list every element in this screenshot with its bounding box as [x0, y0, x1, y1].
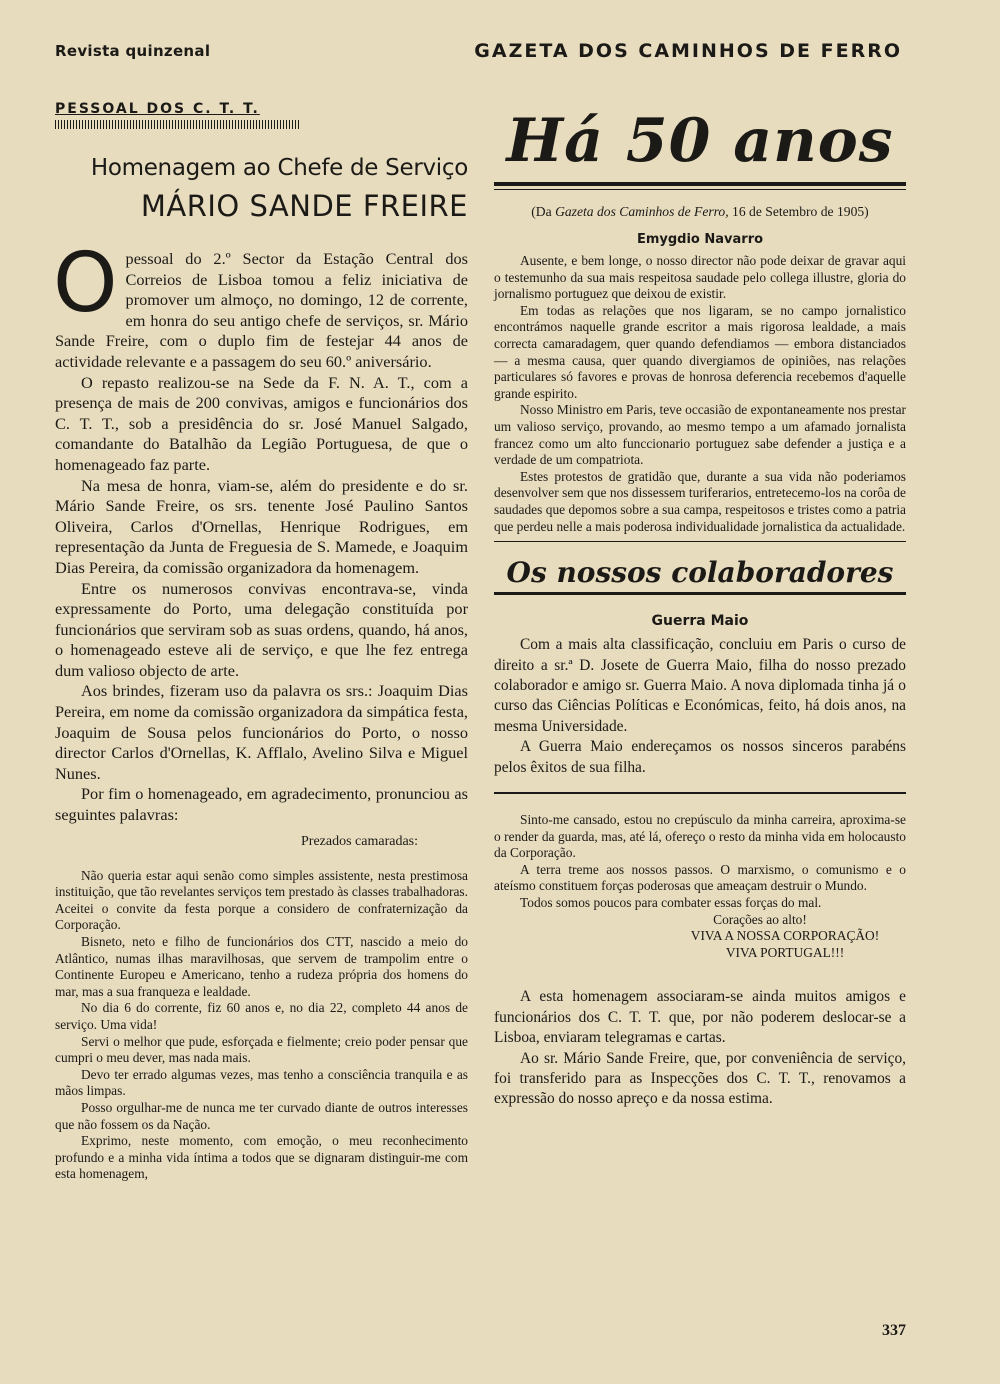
dropcap: O	[53, 236, 118, 331]
speech-paragraph: Não queria estar aqui senão como simples assistente, nesta prestimosa instituição, que tão revelantes serviços tem prestado às classes trabalhadoras. Aceitei o convite da festa porque a considero de confraternização da Corporação.	[55, 867, 468, 933]
right-column	[494, 100, 906, 1110]
title-rule-thin	[494, 189, 906, 190]
speech-salutation: Prezados camaradas:	[301, 833, 418, 849]
header-left: Revista quinzenal	[55, 42, 211, 60]
speech-paragraph: Sinto-me cansado, estou no crepúsculo da minha carreira, aproxima-se o render da guarda, mas, até lá, ofereço o resto da minha vida em holocausto da Corporação.	[494, 811, 906, 861]
speech-paragraph: No dia 6 do corrente, fiz 60 anos e, no dia 22, completo 44 anos de serviço. Uma vida!	[55, 1000, 468, 1032]
left-column	[55, 100, 468, 1183]
paragraph: Aos brindes, fizeram uso da palavra os srs.: Joaquim Dias Pereira, em nome da comissão organizadora da simpática festa, Joaquim de Sousa pelos funcionários do Porto, o nosso director Carlos d'Ornellas, K. Afflalo, Avelino Silva e Miguel Nunes.	[55, 681, 468, 783]
paragraph: Em todas as relações que nos ligaram, se no campo jornalistico encontrámos naquelle grande escritor a mais rigorosa lealdade, a mais correcta camaradagem, quer quando defendiamos — embora distanciados — a mesma causa, quer quando divergiamos de opiniões, nas relações particulares só favores e provas de honrosa deferencia recebemos d'aquelle grande espirito.	[494, 302, 906, 401]
paragraph: Opessoal do 2.º Sector da Estação Central dos Correios de Lisboa tomou a feliz iniciativa de promover um almoço, no domingo, 12 de corrente, em honra do seu antigo chefe de serviços, sr. Mário Sande Freire, com o duplo fim de festejar 44 anos de actividade relevante e a passagem do seu 60.º aniversário.	[53, 236, 468, 371]
article-body	[53, 236, 468, 826]
source-line: (Da Gazeta dos Caminhos de Ferro, 16 de Setembro de 1905)	[531, 204, 869, 219]
header-right: GAZETA DOS CAMINHOS DE FERRO	[474, 40, 902, 62]
paragraph: Na mesa de honra, viam-se, além do presidente e do sr. Mário Sande Freire, os srs. tenente José Paulino Santos Oliveira, Carlos d'Ornellas, Henrique Rodrigues, em representação da Junta de Freguesia de S. Mamede, e Joaquim Dias Pereira, da comissão organizadora da homenagem.	[55, 475, 468, 577]
closing-body	[494, 987, 906, 1109]
paragraph: Ao sr. Mário Sande Freire, que, por conveniência de serviço, foi transferido para as Inspecções dos C. T. T., renovamos a expressão do nosso apreço e da nossa estima.	[494, 1049, 906, 1108]
byline-guerra-maio: Guerra Maio	[651, 613, 749, 630]
page-number: 337	[882, 1322, 906, 1339]
section-divider	[494, 541, 906, 542]
speech-close-2: VIVA A NOSSA CORPORAÇÃO!	[690, 928, 880, 944]
paragraph: Estes protestos de gratidão que, durante a sua vida não poderiamos desenvolver sem que nos dissessem turiferarios, entretecemo-los na corôa de saudades que depomos sobre a sua campa, respeitosos e tristes como a patria que perdeu nelle a mais poderosa individualidade jornalistica da actualidade.	[494, 468, 906, 534]
speech-paragraph: Todos somos poucos para combater essas forças do mal.	[520, 894, 822, 910]
collaborators-title: Os nossos colaboradores	[506, 556, 894, 590]
feature-title: Há 50 anos	[506, 106, 894, 176]
speech-close-1: Corações ao alto!	[713, 911, 807, 927]
byline-navarro: Emygdio Navarro	[636, 232, 764, 247]
article-title: MÁRIO SANDE FREIRE	[140, 189, 468, 223]
collaborators-body	[494, 635, 906, 778]
speech-paragraph: Servi o melhor que pude, esforçada e fielmente; creio poder pensar que cumpri o meu dever, mas nada mais.	[55, 1033, 468, 1066]
speech-paragraph: Bisneto, neto e filho de funcionários dos CTT, nascido a meio do Atlântico, numas ilhas maravilhosas, que servem de trampolim entre o Continente Europeu e Americano, tenho a rudeza própria dos homens do mar, mas a sua franqueza e lealdade.	[55, 934, 468, 999]
paragraph: Nosso Ministro em Paris, teve occasião de expontaneamente nos prestar um valioso serviço, provando, ao mesmo tempo a um afamado jornalista francez como um alto funccionario portuguez sabe defender a justiça e a verdade de um compatriota.	[494, 402, 906, 468]
paragraph: A Guerra Maio endereçamos os nossos sinceros parabéns pelos êxitos de sua filha.	[494, 738, 906, 776]
feature-body	[494, 253, 906, 535]
speech-continuation	[494, 792, 906, 961]
speech-body	[55, 868, 468, 1183]
paragraph: Por fim o homenageado, em agradecimento, pronunciou as seguintes palavras:	[55, 784, 468, 825]
paragraph: Com a mais alta classificação, concluiu em Paris o curso de direito a sr.ª D. Josete de Guerra Maio, filha do nosso prezado colaborador e amigo sr. Guerra Maio. A nova diplomada tinha já o curso das Ciências Políticas e Económicas, feito, há dois anos, na mesma Universidade.	[494, 636, 906, 735]
collaborators-rule	[494, 592, 906, 595]
speech-close-3: VIVA PORTUGAL!!!	[725, 944, 845, 960]
speech-paragraph: Posso orgulhar-me de nunca me ter curvado diante de outros interesses que não fossem os da Nação.	[55, 1099, 468, 1132]
speech-paragraph: Devo ter errado algumas vezes, mas tenho a consciência tranquila e as mãos limpas.	[55, 1066, 468, 1099]
paragraph: A esta homenagem associaram-se ainda muitos amigos e funcionários dos C. T. T. que, por não poderem deslocar-se a Lisboa, enviaram telegramas e cartas.	[494, 988, 906, 1047]
article-subtitle: Homenagem ao Chefe de Serviço	[90, 155, 468, 181]
speech-paragraph: Exprimo, neste momento, com emoção, o meu reconhecimento profundo e a minha vida íntima a todos que se dignaram distinguir-me com esta homenagem,	[55, 1133, 468, 1182]
paragraph: Entre os numerosos convivas encontrava-se, vinda expressamente do Porto, uma delegação constituída por funcionários que serviram sob as suas ordens, quando, há anos, o homenageado esteve ali de serviço, e que lhe fez entrega dum valioso objecto de arte.	[55, 578, 468, 680]
paragraph: O repasto realizou-se na Sede da F. N. A. T., com a presença de mais de 200 convivas, amigos e funcionários dos C. T. T., sob a presidência do sr. José Manuel Salgado, comandante do Batalhão da Legião Portuguesa, de que o homenageado faz parte.	[55, 372, 468, 474]
speech-paragraph: A terra treme aos nossos passos. O marxismo, o comunismo e o ateísmo constituem forças poderosas que ameaçam destruir o Mundo.	[494, 861, 906, 894]
title-rule	[494, 182, 906, 186]
section-tag: PESSOAL DOS C. T. T.	[55, 101, 260, 117]
section-hatch-rule	[55, 120, 300, 129]
paragraph: Ausente, e bem longe, o nosso director não pode deixar de gravar aqui o testemunho da sua mais respeitosa saudade pelo collega illustre, gloria do jornalismo portuguez que deixou de existir.	[494, 253, 906, 302]
